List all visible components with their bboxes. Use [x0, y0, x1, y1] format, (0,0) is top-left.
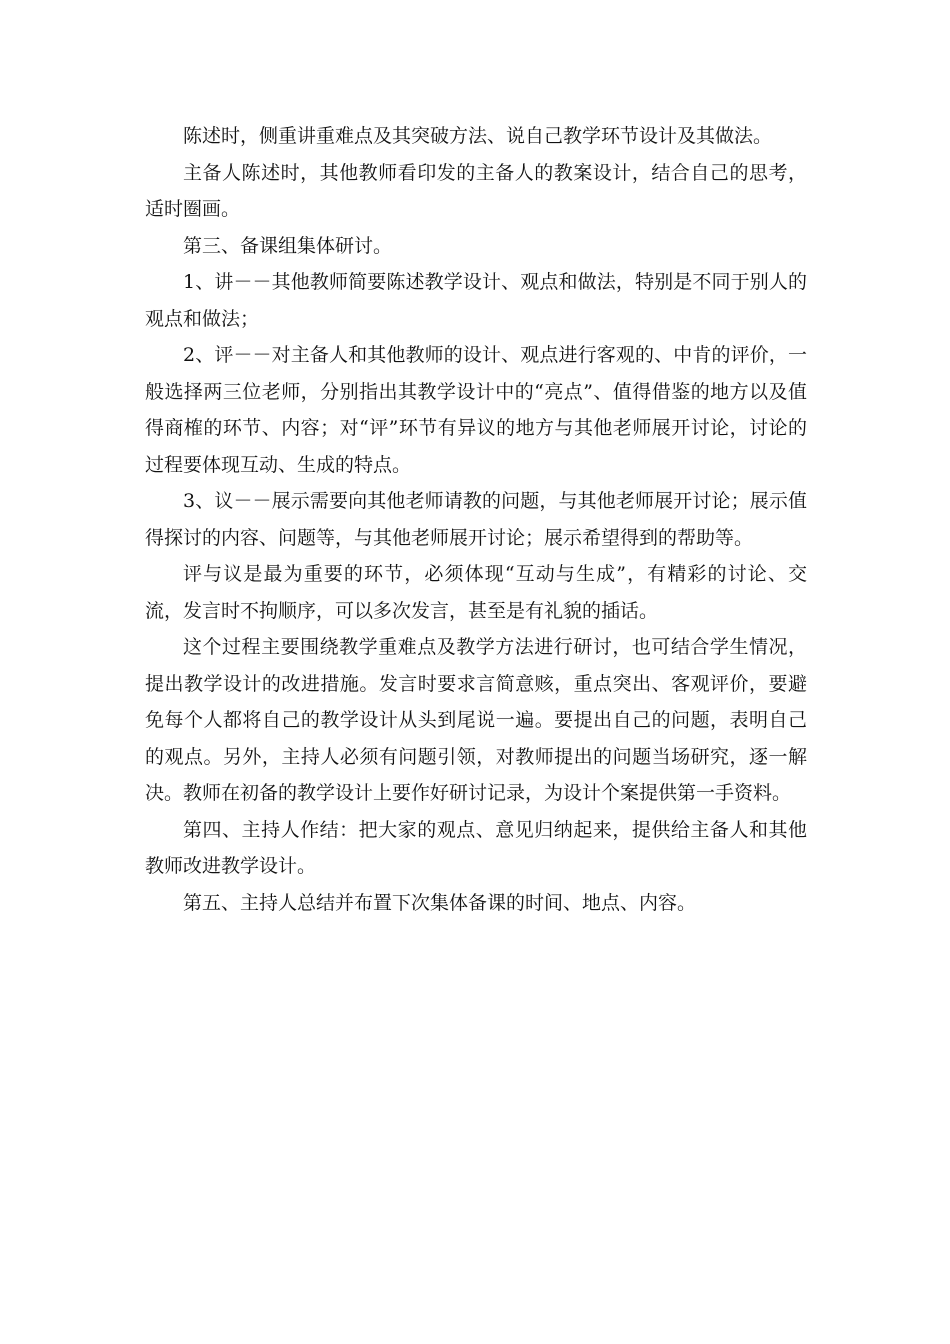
paragraph-7: 评与议是最为重要的环节，必须体现“互动与生成”，有精彩的讨论、交流，发言时不拘顺序，可以多次发言，甚至是有礼貌的插话。	[145, 563, 807, 622]
paragraph-8: 这个过程主要围绕教学重难点及教学方法进行研讨，也可结合学生情况，提出教学设计的改进措施。发言时要求言简意赅，重点突出、客观评价，要避免每个人都将自己的教学设计从头到尾说一遍。要提出自己的问题，表明自己的观点。另外，主持人必须有问题引领，对教师提出的问题当场研究，逐一解决。教师在初备的教学设计上要作好研讨记录，为设计个案提供第一手资料。	[145, 636, 807, 804]
paragraph-3: 第三、备课组集体研讨。	[183, 234, 393, 257]
document-body	[145, 118, 807, 921]
paragraph-1: 陈述时，侧重讲重难点及其突破方法、说自己教学环节设计及其做法。	[183, 125, 773, 147]
paragraph-9: 第四、主持人作结：把大家的观点、意见归纳起来，提供给主备人和其他教师改进教学设计。	[145, 818, 807, 877]
paragraph-4: 1、讲－－其他教师简要陈述教学设计、观点和做法，特别是不同于别人的观点和做法；	[145, 271, 807, 330]
paragraph-5: 2、评－－对主备人和其他教师的设计、观点进行客观的、中肯的评价，一般选择两三位老师，分别指出其教学设计中的“亮点”、值得借鉴的地方以及值得商榷的环节、内容；对“评”环节有异议的地方与其他老师展开讨论，讨论的过程要体现互动、生成的特点。	[145, 344, 807, 476]
paragraph-6: 3、议－－展示需要向其他老师请教的问题，与其他老师展开讨论；展示值得探讨的内容、问题等，与其他老师展开讨论；展示希望得到的帮助等。	[145, 490, 807, 549]
paragraph-2: 主备人陈述时，其他教师看印发的主备人的教案设计，结合自己的思考，适时圈画。	[145, 161, 807, 220]
paragraph-10: 第五、主持人总结并布置下次集体备课的时间、地点、内容。	[183, 891, 697, 914]
